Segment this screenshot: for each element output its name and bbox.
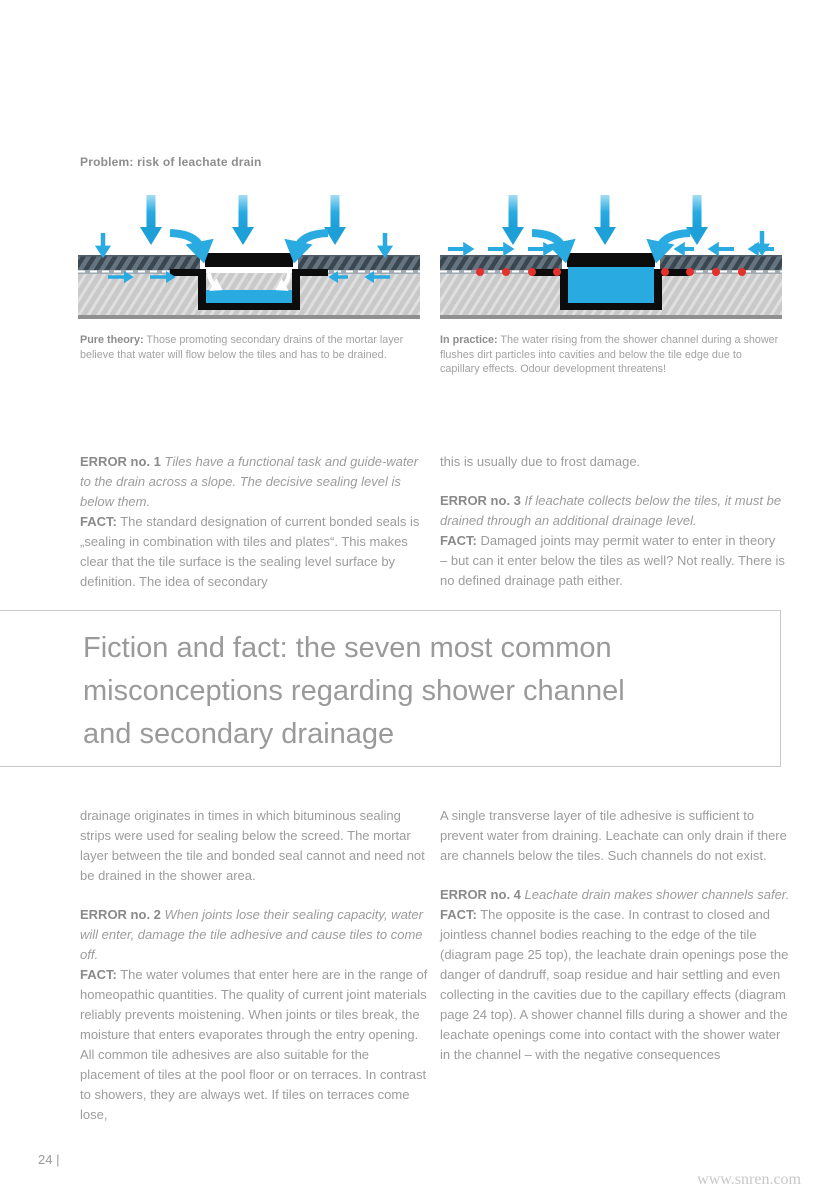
error-1-paragraph — [80, 452, 430, 592]
caption-text: The water rising from the shower channel during a shower flushes dirt particles into cavities and below the tile edge due to capillary effects. Odour development threatens! — [440, 334, 779, 375]
caption-in-practice — [440, 333, 782, 377]
section-heading: Problem: risk of leachate drain — [80, 155, 262, 169]
fact-3-label: FACT: — [440, 533, 477, 548]
water-fill — [568, 267, 654, 303]
frost-damage-text: this is usually due to frost damage. — [440, 454, 641, 469]
fact-1-text: The standard designation of current bonded seals is „sealing in combination with tiles and plates“. This makes clear that the tile surface is the sealing level surface by definition. The idea of secondary — [80, 514, 420, 589]
article-title-line: and secondary drainage — [83, 718, 395, 750]
article-title-line: misconceptions regarding shower channel — [83, 675, 625, 707]
error-4-claim: Leachate drain makes shower channels safer. — [524, 887, 790, 902]
curved-inlet-arrow-icon — [532, 233, 690, 251]
caption-text: Those promoting secondary drains of the mortar layer believe that water will flow below the tiles and has to be drained. — [80, 334, 404, 361]
fact-2-label: FACT: — [80, 967, 117, 982]
error-2-paragraph — [80, 905, 432, 1125]
page-number: 24 | — [38, 1152, 60, 1167]
water-fill — [206, 290, 292, 303]
diagram-pure-theory — [78, 193, 420, 325]
drainage-origin-text: drainage originates in times in which bituminous sealing strips were used for sealing below the screed. The mortar layer between the tile and bonded seal cannot and need not be drained in the shower area. — [80, 808, 425, 883]
fact-4-text: The opposite is the case. In contrast to closed and jointless channel bodies reaching to the edge of the tile (diagram page 25 top), the leachate drain openings pose the danger of dandruff, soap residue and hair settling and even collecting in the cavities due to the capillary effects (diagram page 24 top). A shower channel fills during a shower and the leachate openings come into contact with the shower water in the channel – with the negative consequences — [440, 907, 789, 1062]
error-1-claim: Tiles have a functional task and guide-water to the drain across a slope. The decisive sealing level is below them. — [80, 454, 419, 509]
diagram-in-practice — [440, 193, 782, 325]
watermark-url: www.snren.com — [697, 1171, 801, 1188]
error-4-paragraph — [440, 885, 790, 1065]
fact-3-text: Damaged joints may permit water to enter in theory – but can it enter below the tiles as well? Not really. There is no defined drainage path either. — [440, 533, 785, 588]
caption-label: In practice: — [440, 334, 498, 346]
error-3-claim: If leachate collects below the tiles, it must be drained through an additional drainage level. — [440, 493, 782, 528]
error-1-label: ERROR no. 1 — [80, 454, 161, 469]
channel-cover — [567, 253, 655, 267]
article-title-box — [0, 610, 781, 767]
fact-4-label: FACT: — [440, 907, 477, 922]
channel-cover — [205, 253, 293, 267]
column-bottom-left — [80, 806, 432, 1125]
curved-inlet-arrow-icon — [170, 233, 328, 251]
caption-label: Pure theory: — [80, 334, 144, 346]
caption-pure-theory — [80, 333, 432, 362]
fact-1-label: FACT: — [80, 514, 117, 529]
error-4-label: ERROR no. 4 — [440, 887, 521, 902]
fact-2-text: The water volumes that enter here are in the range of homeopathic quantities. The quality of current joint materials reliably prevents moistening. When joints or tiles break, the moisture that enters evaporates through the entry opening. All common tile adhesives are also suitable for the placement of tiles at the pool floor or on terraces. In contrast to showers, they are always wet. If tiles on terraces come lose, — [80, 967, 428, 1122]
column-top-right — [440, 452, 786, 591]
error-2-claim: When joints lose their sealing capacity, water will enter, damage the tile adhesive and cause tiles to come off. — [80, 907, 423, 962]
error-2-label: ERROR no. 2 — [80, 907, 161, 922]
column-top-left — [80, 452, 430, 592]
adhesive-layer-text: A single transverse layer of tile adhesive is sufficient to prevent water from draining. Leachate can only drain if there are channels below the tiles. Such channels do not exist. — [440, 808, 787, 863]
article-title-line: Fiction and fact: the seven most common — [83, 632, 612, 664]
column-bottom-right — [440, 806, 790, 1065]
error-3-paragraph — [440, 491, 786, 591]
error-3-label: ERROR no. 3 — [440, 493, 521, 508]
